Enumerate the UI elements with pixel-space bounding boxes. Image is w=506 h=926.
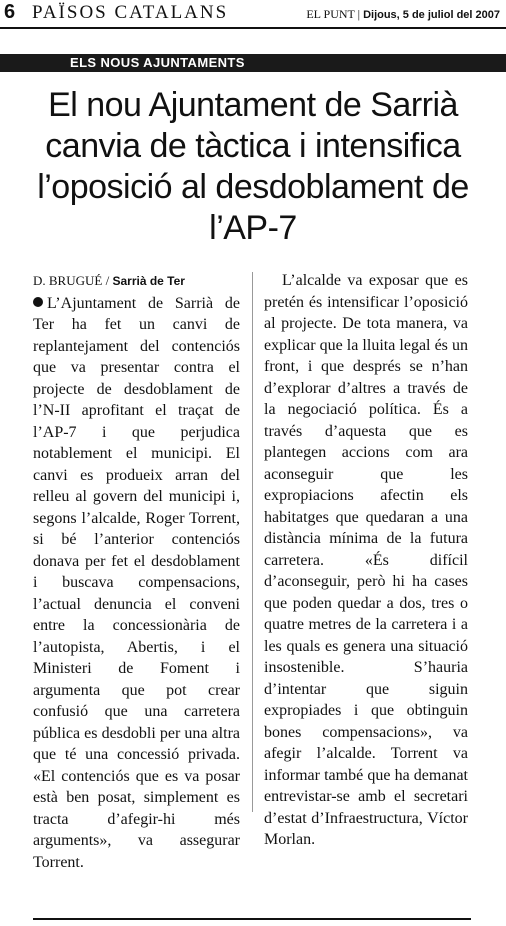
kicker-label: ELS NOUS AJUNTAMENTS: [70, 55, 245, 70]
byline-separator: /: [102, 273, 113, 288]
publication-name: EL PUNT: [306, 7, 355, 21]
byline: [33, 270, 240, 293]
byline-author: D. BRUGUÉ: [33, 273, 103, 288]
page-number: 6: [4, 1, 16, 23]
column-divider: [252, 272, 253, 812]
publication-date: Dijous, 5 de juliol del 2007: [363, 9, 500, 21]
header-rule: [0, 27, 506, 29]
page-header: [4, 2, 500, 24]
bottom-rule: [33, 918, 471, 920]
article-paragraph-1-text: L’Ajuntament de Sarrià de Ter ha fet un canvi de replantejament del contenciós que va presentar contra el projecte de desdoblament de l’N-II aprofitant el traçat de l’AP-7 i que perjudica notablement el municipi. El canvi es produeix arran del relleu al govern del municipi i, segons l’alcalde, Roger Torrent, si bé l’anterior contenciós donava per fet el desdoblament i buscava compensacions, l’actual denuncia el conveni entre la concessionària de l’autopista, Abertis, i el Ministeri de Foment i argumenta que pot crear confusió que una carretera pública es desdobli per una altra que té una concessió privada. «El contenciós que es va posar està ben posat, simplement es tracta d’afegir-hi més arguments», va assegurar Torrent.: [33, 294, 240, 871]
article-column-left: [33, 270, 240, 873]
section-title: PAÏSOS CATALANS: [32, 2, 229, 23]
kicker-bar: [0, 54, 506, 72]
publication-separator: |: [354, 7, 364, 21]
headline: El nou Ajuntament de Sarrià canvia de tàctica i intensifica l’oposició al desdoblament de l’AP-7: [37, 86, 469, 247]
publication-info: [306, 7, 500, 22]
article-column-right: [264, 270, 468, 851]
byline-place: Sarrià de Ter: [112, 274, 185, 288]
bullet-icon: [33, 297, 43, 307]
article-paragraph-1: [33, 293, 240, 874]
article-paragraph-2: L’alcalde va exposar que es pretén és intensificar l’oposició al projecte. De tota manera, va explicar que la lluita legal és un front, i que després se n’han d’explorar d’altres a través de la negociació política. És a través d’aquesta que es plantegen accions com ara aconseguir que les expropiacions afectin els habitatges que quedaran a una distància mínima de la futura carretera. «És difícil d’aconseguir, però hi ha cases que poden quedar a dos, tres o quatre metres de la carretera i a les quals es genera una situació insostenible. S’hauria d’intentar que siguin expropiades i que obtinguin bones compensacions», va afegir l’alcalde. Torrent va informar també que ha demanat entrevistar-se amb el secretari d’estat d’Infraestructura, Víctor Morlan.: [264, 272, 468, 848]
